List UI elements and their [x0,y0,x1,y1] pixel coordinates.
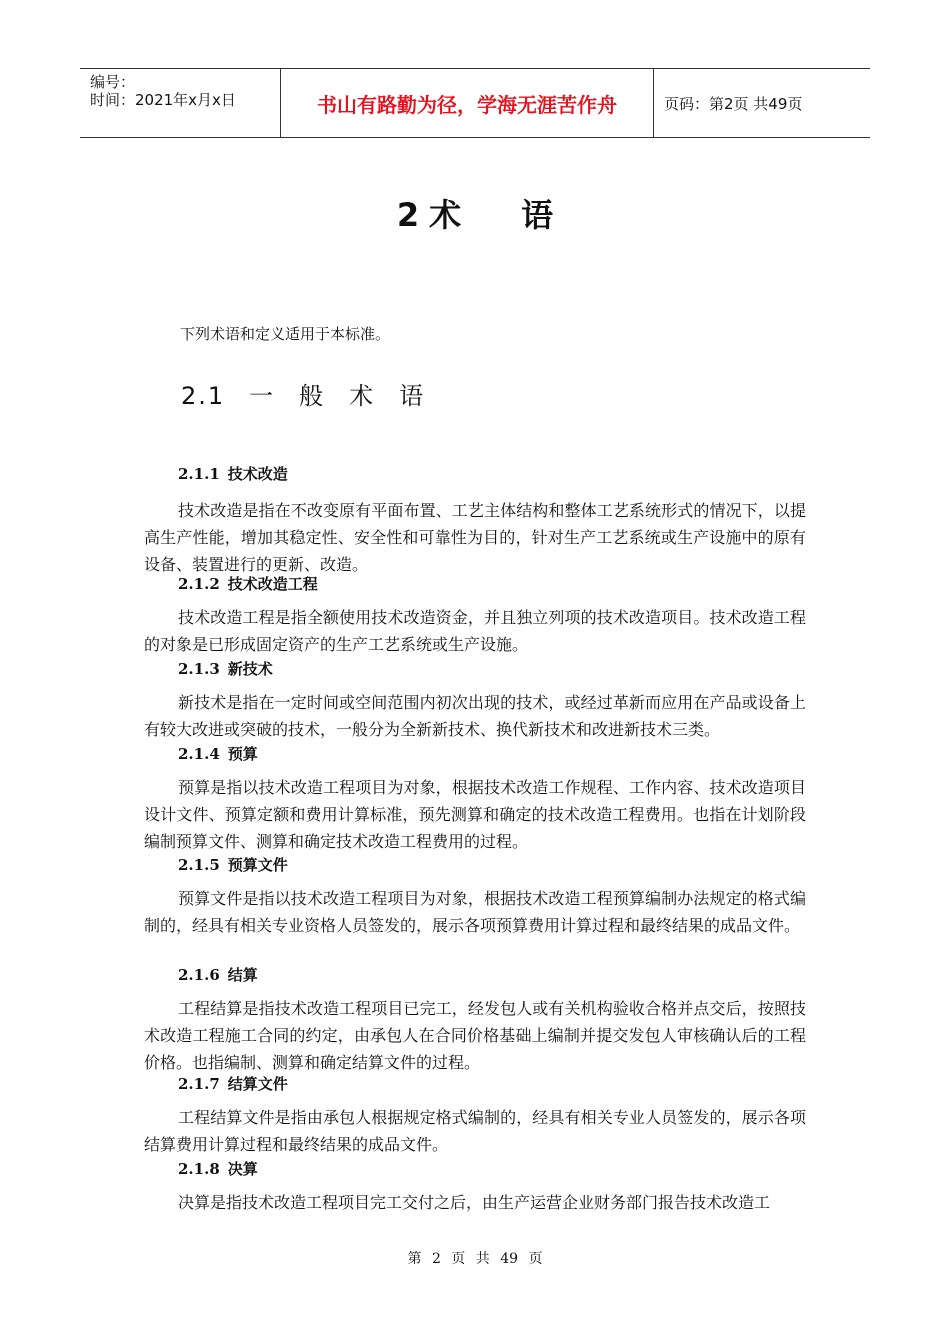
term-definition: 决算是指技术改造工程项目完工交付之后，由生产运营企业财务部门报告技术改造工 [178,1193,771,1212]
chapter-number: 2 [396,196,420,234]
term-definition: 工程结算文件是指由承包人根据规定格式编制的，经具有相关专业人员签发的，展示各项结算费用计算过程和最终结果的成品文件。 [144,1108,806,1154]
header-left-cell [80,69,281,137]
term-definition: 技术改造是指在不改变原有平面布置、工艺主体结构和整体工艺系统形式的情况下，以提高生产性能，增加其稳定性、安全性和可靠性为目的，针对生产工艺系统或生产设施中的原有设备、装置进行的更新、改造。 [144,501,806,574]
page-header [80,68,870,138]
term-heading: 2.1.8 决算 [178,1160,258,1178]
chapter-title [0,190,950,236]
term-definition: 新技术是指在一定时间或空间范围内初次出现的技术，或经过革新而应用在产品或设备上有较大改进或突破的技术，一般分为全新新技术、换代新技术和改进新技术三类。 [144,693,806,739]
section-heading [181,376,449,411]
chapter-title-char-2: 语 [521,196,554,234]
term-heading: 2.1.1 技术改造 [178,465,288,483]
page-footer: 第 2 页 共 49 页 [407,1251,543,1267]
header-motto: 书山有路勤为径，学海无涯苦作舟 [281,69,654,137]
term-heading: 2.1.4 预算 [178,745,258,763]
term-heading: 2.1.3 新技术 [178,660,273,678]
term-definition: 预算是指以技术改造工程项目为对象，根据技术改造工作规程、工作内容、技术改造项目设计文件、预算定额和费用计算标准，预先测算和确定的技术改造工程费用。也指在计划阶段编制预算文件、测算和确定技术改造工程费用的过程。 [144,778,806,851]
section-word: 语 [399,382,426,410]
chapter-title-char-1: 术 [429,196,462,234]
term-definition: 工程结算是指技术改造工程项目已完工，经发包人或有关机构验收合格并点交后，按照技术改造工程施工合同的约定，由承包人在合同价格基础上编制并提交发包人审核确认后的工程价格。也指编制、测算和确定结算文件的过程。 [144,999,806,1072]
section-word: 般 [299,382,326,410]
serial-label: 编号： [90,73,136,91]
term-heading: 2.1.2 技术改造工程 [178,575,318,593]
term-heading: 2.1.5 预算文件 [178,856,288,874]
header-page-info: 页码：第2页 共49页 [664,94,803,113]
term-heading: 2.1.7 结算文件 [178,1075,288,1093]
section-word: 术 [349,382,376,410]
term-definition: 预算文件是指以技术改造工程项目为对象，根据技术改造工程预算编制办法规定的格式编制的，经具有相关专业资格人员签发的，展示各项预算费用计算过程和最终结果的成品文件。 [144,889,806,935]
term-definition: 技术改造工程是指全额使用技术改造资金，并且独立列项的技术改造项目。技术改造工程的对象是已形成固定资产的生产工艺系统或生产设施。 [144,608,806,654]
section-word: 一 [249,382,276,410]
section-number: 2.1 [181,382,226,410]
term-heading: 2.1.6 结算 [178,966,258,984]
intro-text: 下列术语和定义适用于本标准。 [180,325,391,343]
time-label: 时间：2021年x月x日 [90,91,236,109]
